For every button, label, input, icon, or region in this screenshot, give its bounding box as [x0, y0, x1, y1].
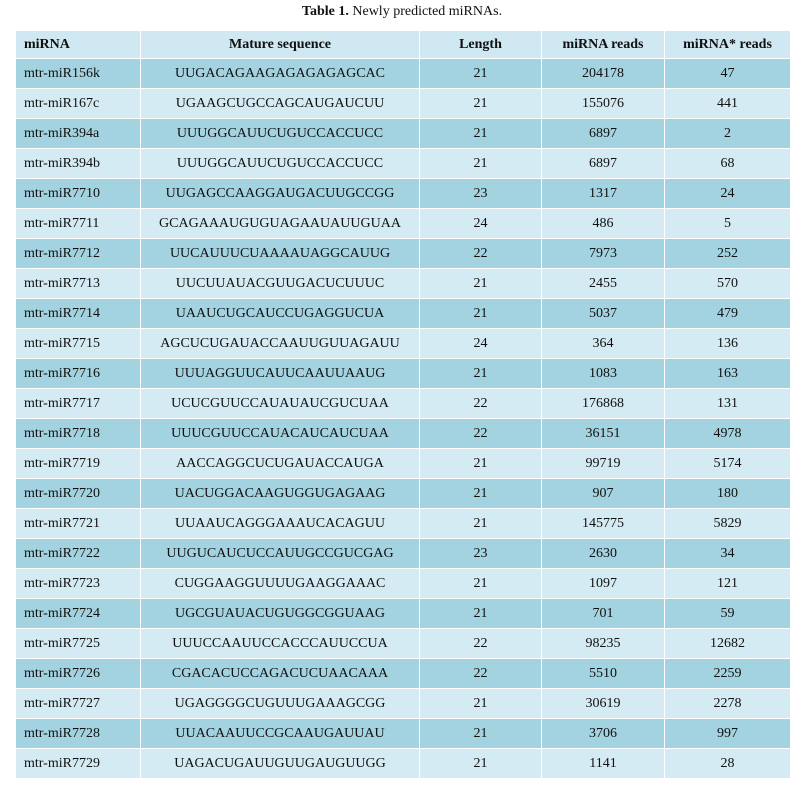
cell-mature-sequence: UUUGGCAUUCUGUCCACCUCC [141, 149, 420, 179]
mirna-table [15, 30, 791, 779]
header-mature-sequence: Mature sequence [141, 31, 420, 59]
cell-mature-sequence: UUUAGGUUCAUUCAAUUAAUG [141, 359, 420, 389]
cell-mature-sequence: UUUGGCAUUCUGUCCACCUCC [141, 119, 420, 149]
table-row [16, 569, 791, 599]
table-row [16, 689, 791, 719]
cell-length: 22 [420, 629, 542, 659]
cell-length: 21 [420, 119, 542, 149]
cell-mature-sequence: UUGUCAUCUCCAUUGCCGUCGAG [141, 539, 420, 569]
table-row [16, 299, 791, 329]
cell-mature-sequence: UGAAGCUGCCAGCAUGAUCUU [141, 89, 420, 119]
cell-mirna-star-reads: 5 [665, 209, 791, 239]
cell-mirna: mtr-miR7727 [16, 689, 141, 719]
cell-length: 21 [420, 59, 542, 89]
cell-mature-sequence: UAAUCUGCAUCCUGAGGUCUA [141, 299, 420, 329]
cell-length: 21 [420, 689, 542, 719]
cell-mirna-star-reads: 5829 [665, 509, 791, 539]
table-row [16, 329, 791, 359]
cut-off-body-text [18, 799, 788, 809]
cell-mirna: mtr-miR394a [16, 119, 141, 149]
cell-mature-sequence: UUCUUAUACGUUGACUCUUUC [141, 269, 420, 299]
cell-length: 22 [420, 419, 542, 449]
cell-mirna-reads: 1317 [542, 179, 665, 209]
cell-length: 21 [420, 149, 542, 179]
cell-mirna: mtr-miR7711 [16, 209, 141, 239]
cell-mirna: mtr-miR7715 [16, 329, 141, 359]
table-caption-label: Table 1. [301, 4, 349, 19]
cell-mirna-star-reads: 441 [665, 89, 791, 119]
cell-mirna: mtr-miR7710 [16, 179, 141, 209]
cell-mirna-star-reads: 28 [665, 749, 791, 779]
cell-mirna-star-reads: 59 [665, 599, 791, 629]
cell-mirna-star-reads: 68 [665, 149, 791, 179]
cell-mirna: mtr-miR7718 [16, 419, 141, 449]
cell-mirna-reads: 1097 [542, 569, 665, 599]
cell-mirna-reads: 30619 [542, 689, 665, 719]
cell-mirna-reads: 204178 [542, 59, 665, 89]
cell-mirna-reads: 2630 [542, 539, 665, 569]
cell-mirna-star-reads: 2278 [665, 689, 791, 719]
cell-mirna: mtr-miR7725 [16, 629, 141, 659]
cell-mature-sequence: AGCUCUGAUACCAAUUGUUAGAUU [141, 329, 420, 359]
header-mirna: miRNA [16, 31, 141, 59]
table-row [16, 539, 791, 569]
cell-length: 22 [420, 239, 542, 269]
cell-length: 21 [420, 299, 542, 329]
cell-mirna-reads: 701 [542, 599, 665, 629]
cell-mirna: mtr-miR7713 [16, 269, 141, 299]
header-length: Length [420, 31, 542, 59]
cell-mirna-reads: 2455 [542, 269, 665, 299]
cell-mirna-reads: 5037 [542, 299, 665, 329]
cell-length: 21 [420, 449, 542, 479]
cell-mirna-reads: 907 [542, 479, 665, 509]
cell-mirna-reads: 3706 [542, 719, 665, 749]
cell-length: 21 [420, 509, 542, 539]
cell-length: 21 [420, 269, 542, 299]
table-row [16, 239, 791, 269]
cell-mirna: mtr-miR7723 [16, 569, 141, 599]
table-row [16, 629, 791, 659]
cell-mirna-reads: 1083 [542, 359, 665, 389]
cell-mirna-reads: 36151 [542, 419, 665, 449]
cell-mature-sequence: UCUCGUUCCAUAUAUCGUCUAA [141, 389, 420, 419]
cell-mirna-star-reads: 997 [665, 719, 791, 749]
header-mirna-reads: miRNA reads [542, 31, 665, 59]
cell-mirna: mtr-miR7716 [16, 359, 141, 389]
cell-mirna: mtr-miR7726 [16, 659, 141, 689]
cell-mature-sequence: UAGACUGAUUGUUGAUGUUGG [141, 749, 420, 779]
table-header-row [16, 31, 791, 59]
cell-mirna: mtr-miR156k [16, 59, 141, 89]
cell-mature-sequence: UUGACAGAAGAGAGAGAGCAC [141, 59, 420, 89]
table-row [16, 359, 791, 389]
cell-mirna-star-reads: 2 [665, 119, 791, 149]
cell-mirna-reads: 6897 [542, 149, 665, 179]
cell-mirna-reads: 98235 [542, 629, 665, 659]
cell-mature-sequence: AACCAGGCUCUGAUACCAUGA [141, 449, 420, 479]
table-row [16, 149, 791, 179]
cell-mirna-star-reads: 131 [665, 389, 791, 419]
cell-mirna-star-reads: 2259 [665, 659, 791, 689]
table-body [16, 59, 791, 779]
cell-mirna: mtr-miR7728 [16, 719, 141, 749]
cell-mirna-star-reads: 24 [665, 179, 791, 209]
table-row [16, 179, 791, 209]
cell-mature-sequence: UUUCGUUCCAUACAUCAUCUAA [141, 419, 420, 449]
cell-length: 24 [420, 209, 542, 239]
cell-mirna-reads: 176868 [542, 389, 665, 419]
cell-length: 21 [420, 569, 542, 599]
cell-mature-sequence: CGACACUCCAGACUCUAACAAA [141, 659, 420, 689]
cell-mirna-reads: 6897 [542, 119, 665, 149]
table-row [16, 509, 791, 539]
cell-mirna: mtr-miR7714 [16, 299, 141, 329]
table-row [16, 59, 791, 89]
cell-mirna-star-reads: 479 [665, 299, 791, 329]
cell-mature-sequence: UACUGGACAAGUGGUGAGAAG [141, 479, 420, 509]
cell-mirna: mtr-miR7722 [16, 539, 141, 569]
cell-mirna-reads: 486 [542, 209, 665, 239]
cell-mature-sequence: UUAAUCAGGGAAAUCACAGUU [141, 509, 420, 539]
table-row [16, 599, 791, 629]
cell-mirna: mtr-miR394b [16, 149, 141, 179]
cell-length: 21 [420, 359, 542, 389]
cell-mirna-reads: 364 [542, 329, 665, 359]
cell-mirna: mtr-miR7720 [16, 479, 141, 509]
cell-length: 23 [420, 179, 542, 209]
cell-length: 21 [420, 719, 542, 749]
table-row [16, 659, 791, 689]
table-row [16, 479, 791, 509]
cell-mirna: mtr-miR7717 [16, 389, 141, 419]
cell-mirna: mtr-miR7721 [16, 509, 141, 539]
cell-mirna: mtr-miR7724 [16, 599, 141, 629]
table-row [16, 119, 791, 149]
cell-mirna-reads: 5510 [542, 659, 665, 689]
cell-mirna: mtr-miR7719 [16, 449, 141, 479]
cell-mirna-reads: 7973 [542, 239, 665, 269]
cell-mirna-star-reads: 252 [665, 239, 791, 269]
cell-mature-sequence: GCAGAAAUGUGUAGAAUAUUGUAA [141, 209, 420, 239]
table-caption-text: Newly predicted miRNAs. [352, 4, 503, 19]
cell-mature-sequence: UUGAGCCAAGGAUGACUUGCCGG [141, 179, 420, 209]
cell-mirna-reads: 1141 [542, 749, 665, 779]
cell-length: 23 [420, 539, 542, 569]
table-row [16, 89, 791, 119]
cell-mature-sequence: CUGGAAGGUUUUGAAGGAAAC [141, 569, 420, 599]
table-row [16, 449, 791, 479]
cell-mirna: mtr-miR167c [16, 89, 141, 119]
table-row [16, 209, 791, 239]
table-row [16, 269, 791, 299]
cell-mirna-star-reads: 4978 [665, 419, 791, 449]
cell-mature-sequence: UGAGGGGCUGUUUGAAAGCGG [141, 689, 420, 719]
table-row [16, 719, 791, 749]
cell-mature-sequence: UUCAUUUCUAAAAUAGGCAUUG [141, 239, 420, 269]
cell-mirna-star-reads: 136 [665, 329, 791, 359]
cell-length: 21 [420, 479, 542, 509]
cell-mirna-reads: 99719 [542, 449, 665, 479]
cell-mirna-star-reads: 570 [665, 269, 791, 299]
cell-mirna-star-reads: 12682 [665, 629, 791, 659]
cell-mirna-star-reads: 5174 [665, 449, 791, 479]
table-row [16, 419, 791, 449]
cell-mirna-star-reads: 121 [665, 569, 791, 599]
cell-mirna: mtr-miR7729 [16, 749, 141, 779]
cell-length: 22 [420, 659, 542, 689]
cell-mature-sequence: UUUCCAAUUCCACCCAUUCCUA [141, 629, 420, 659]
cell-mirna-reads: 155076 [542, 89, 665, 119]
cell-length: 21 [420, 749, 542, 779]
cell-length: 21 [420, 599, 542, 629]
cell-mature-sequence: UGCGUAUACUGUGGCGGUAAG [141, 599, 420, 629]
cell-mirna-star-reads: 34 [665, 539, 791, 569]
table-row [16, 389, 791, 419]
cell-mirna-star-reads: 163 [665, 359, 791, 389]
cell-mirna-star-reads: 180 [665, 479, 791, 509]
cell-length: 22 [420, 389, 542, 419]
cell-length: 24 [420, 329, 542, 359]
cell-mirna: mtr-miR7712 [16, 239, 141, 269]
cell-length: 21 [420, 89, 542, 119]
header-mirna-star-reads: miRNA* reads [665, 31, 791, 59]
cell-mature-sequence: UUACAAUUCCGCAAUGAUUAU [141, 719, 420, 749]
table-caption [0, 4, 804, 20]
cell-mirna-reads: 145775 [542, 509, 665, 539]
table-row [16, 749, 791, 779]
cell-mirna-star-reads: 47 [665, 59, 791, 89]
